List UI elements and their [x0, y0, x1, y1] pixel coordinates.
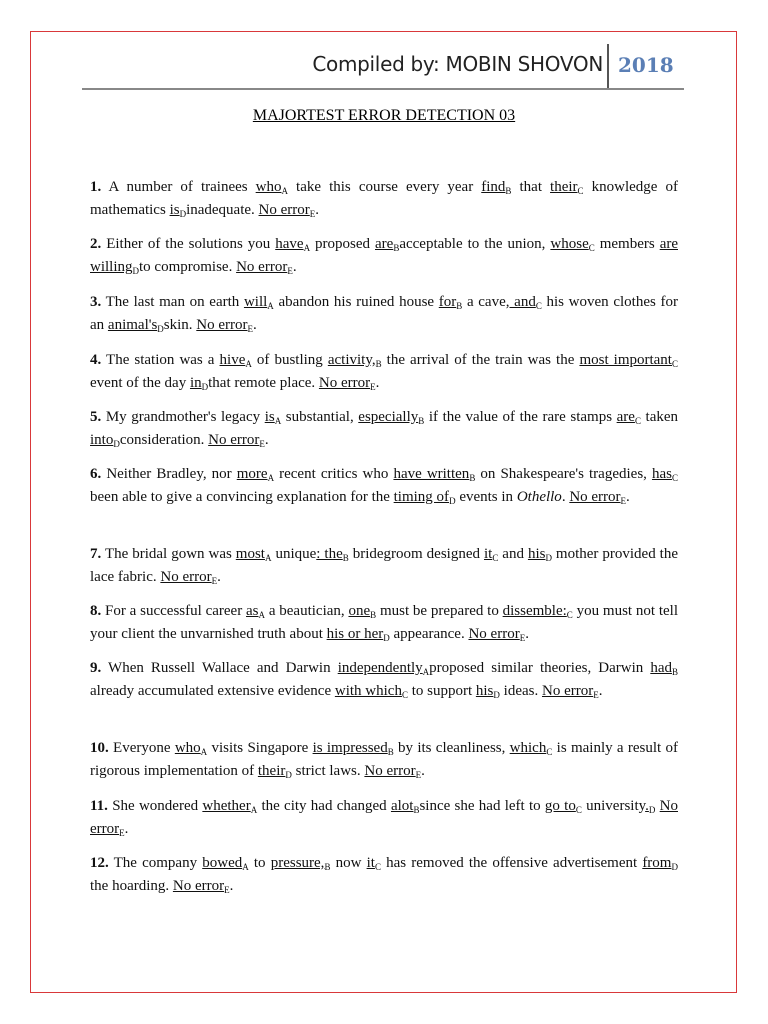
- option-letter: A: [267, 473, 275, 483]
- option-letter: A: [242, 862, 249, 872]
- option-letter: D: [157, 323, 164, 334]
- option-letter: A: [245, 359, 252, 369]
- header-divider: [607, 44, 609, 90]
- option-letter: E: [287, 265, 293, 276]
- option-text: independently$_A$: [337, 660, 430, 677]
- option-text: $activity,_B$: [327, 352, 382, 369]
- question-item: 8. For a successful career $as_A$ a beautician, one$_B$ must be prepared to $dissemble:_C$ you must not tell your client the unvarnished truth about his or her$_D$ appearance. No error$_E$.: [90, 603, 679, 643]
- option-text: into$_D$: [90, 431, 120, 449]
- option-letter: C: [401, 689, 408, 700]
- option-text: No error$_E$: [468, 625, 526, 643]
- option-text: who$_A$: [255, 179, 288, 196]
- option-text: his$_D$: [527, 546, 552, 563]
- option-text: most important$_C$: [579, 352, 678, 369]
- option-letter: C: [588, 243, 595, 253]
- option-letter: A: [267, 301, 274, 311]
- option-letter: E: [620, 495, 627, 506]
- option-text: most$_A$: [235, 546, 272, 563]
- option-text: more$_A$: [236, 466, 275, 483]
- option-text: are willing$_D$: [90, 236, 678, 276]
- question-item: 4. The station was a hive$_A$ of bustling $activity,_B$ the arrival of the train was the most important$_C$ event of the day $in_Dthat$ remote place. No error$_E$.: [90, 352, 678, 392]
- option-text: $it_C$: [483, 546, 499, 563]
- question-item: 11. She wondered whether$_A$ the city had changed alot$_B$since she had left to go $to_C$ $university._D$ No error$_E$.: [90, 798, 678, 838]
- option-text: with which$_C$: [334, 682, 408, 700]
- header-rule: [82, 88, 684, 90]
- option-letter: B: [393, 243, 400, 253]
- option-text: hive$_A$: [219, 352, 252, 369]
- option-text: whether$_A$: [202, 798, 258, 815]
- option-text: who$_A$: [174, 740, 208, 757]
- option-letter: C: [634, 416, 641, 426]
- option-letter: C: [546, 747, 553, 757]
- header-year: 2018: [618, 53, 674, 77]
- question-item: 7. The bridal gown was most$_A$ unique: the$_B$ bridegroom designed $it_C$ and his$_D$ mother provided the lace fabric. No error$_E$.: [90, 546, 678, 586]
- option-text: No error$_E$: [541, 682, 599, 700]
- compiled-by-header: Compiled by: MOBIN SHOVON: [312, 52, 603, 76]
- option-letter: D: [545, 553, 552, 563]
- option-text: had$_B$: [650, 660, 679, 677]
- option-letter: A: [281, 186, 288, 196]
- italic-title: Othello: [516, 488, 562, 505]
- option-letter: C: [566, 610, 573, 620]
- option-letter: C: [535, 301, 542, 311]
- question-number: 5.: [90, 409, 102, 425]
- option-letter: E: [593, 689, 599, 700]
- question-number: 12.: [90, 855, 109, 871]
- question-item: 3. The last man on earth will$_A$ abandon his ruined house for$_B$ a cave, and$_C$ his woven clothes for an $animal's_Dskin$. No error$_E$.: [90, 294, 678, 334]
- option-text: find$_B$: [481, 179, 512, 196]
- option-text: their$_D$: [257, 762, 292, 780]
- question-number: 2.: [90, 236, 102, 252]
- option-letter: A: [200, 747, 208, 757]
- option-letter: A: [422, 667, 430, 677]
- option-letter: C: [374, 862, 381, 872]
- option-text: $is_D$: [169, 201, 187, 219]
- option-letter: E: [211, 575, 218, 586]
- option-text: No error$_E$: [258, 201, 316, 219]
- option-letter: A: [274, 416, 282, 426]
- option-letter: A: [250, 805, 258, 815]
- option-text: $._D$: [645, 798, 656, 815]
- option-letter: D: [285, 769, 292, 780]
- option-letter: E: [119, 827, 125, 838]
- question-number: 3.: [90, 294, 102, 310]
- option-letter: B: [370, 610, 377, 620]
- option-letter: C: [671, 359, 678, 369]
- option-text: have$_A$: [275, 236, 311, 253]
- option-text: has$_C$: [651, 466, 678, 483]
- option-letter: B: [672, 667, 679, 677]
- option-text: $it_C$: [366, 855, 381, 872]
- option-text: especially$_B$: [358, 409, 425, 426]
- question-item: 12. The company bowed$_A$ to $pressure,_B$ now $it_C$ has removed the offensive advertisement from$_D$ the hoarding. No error$_E$.: [90, 855, 678, 895]
- option-letter: B: [456, 301, 463, 311]
- option-letter: D: [201, 381, 209, 392]
- option-letter: D: [671, 862, 678, 872]
- option-text: $animal's_D$: [107, 316, 164, 334]
- option-text: $dissemble:_C$: [502, 603, 573, 620]
- question-number: 11.: [90, 798, 108, 814]
- option-letter: B: [324, 862, 331, 872]
- option-letter: E: [224, 884, 230, 895]
- question-item: 10. Everyone who$_A$ visits Singapore is impressed$_B$ by its cleanliness, which$_C$ is mainly a result of rigorous implementation of their$_D$ strict laws. No error$_E$.: [90, 740, 679, 780]
- option-text: alot$_B$: [390, 798, 420, 815]
- option-text: $is_A$: [264, 409, 282, 426]
- option-text: No error$_E$: [160, 568, 218, 586]
- option-text: bowed$_A$: [202, 855, 249, 872]
- question-item: 5. My grandmother's legacy $is_A$ substantial, especially$_B$ if the value of the rare stamps are$_C$ taken into$_D$consideration. No error$_E$.: [90, 409, 679, 449]
- option-letter: B: [469, 473, 476, 483]
- question-number: 7.: [90, 546, 102, 562]
- option-text: are$_C$: [616, 409, 641, 426]
- option-text: their$_C$: [550, 179, 584, 196]
- option-letter: D: [113, 438, 120, 449]
- option-letter: D: [383, 632, 390, 643]
- question-item: 1. A number of trainees who$_A$ take this course every year find$_B$ that their$_C$ knowledge of mathematics $is_Dinadequate$. No error$_E$.: [90, 179, 678, 219]
- option-text: $as_A$: [246, 603, 266, 620]
- question-item: 6. Neither Bradley, nor more$_A$ recent critics who have written$_B$ on Shakespeare's tragedies, has$_C$ been able to give a convincing explanation for the timing $of_D$ events in Othello. No error$_E$.: [90, 466, 678, 506]
- option-letter: B: [387, 747, 394, 757]
- option-text: $in_D$: [189, 374, 209, 392]
- option-text: have written$_B$: [393, 466, 476, 483]
- option-letter: B: [375, 359, 382, 369]
- option-letter: D: [493, 689, 500, 700]
- option-text: which$_C$: [509, 740, 553, 757]
- question-number: 10.: [90, 740, 109, 756]
- option-letter: D: [132, 265, 140, 276]
- option-letter: E: [370, 381, 376, 392]
- question-number: 6.: [90, 466, 102, 482]
- option-letter: A: [264, 553, 272, 563]
- page-title: MAJORTEST ERROR DETECTION 03: [252, 107, 516, 124]
- option-text: from$_D$: [642, 855, 678, 872]
- option-text: No error$_E$: [236, 258, 293, 276]
- question-item: 2. Either of the solutions you have$_A$ proposed are$_B$acceptable to the union, whose$_C$ members are willing$_D$to compromise. No error$_E$.: [90, 236, 678, 276]
- option-letter: B: [418, 416, 425, 426]
- option-text: one$_B$: [348, 603, 377, 620]
- option-text: will$_A$: [243, 294, 274, 311]
- option-text: No error$_E$: [196, 316, 254, 334]
- option-letter: E: [519, 632, 526, 643]
- option-text: his$_D$: [475, 682, 500, 700]
- option-letter: D: [179, 208, 187, 219]
- option-letter: E: [247, 323, 254, 334]
- option-letter: C: [575, 805, 582, 815]
- option-text: No error$_E$: [569, 488, 627, 506]
- question-number: 4.: [90, 352, 102, 368]
- option-text: No error$_E$: [318, 374, 376, 392]
- option-letter: A: [258, 610, 266, 620]
- question-number: 9.: [90, 660, 102, 676]
- question-number: 8.: [90, 603, 102, 619]
- option-text: his or her$_D$: [326, 625, 390, 643]
- option-letter: D: [449, 495, 456, 506]
- option-text: timing $of_D$: [393, 488, 456, 506]
- option-text: is impressed$_B$: [312, 740, 394, 757]
- option-text: , and$_C$: [505, 294, 542, 311]
- option-letter: C: [577, 186, 584, 196]
- question-number: 1.: [90, 179, 102, 195]
- option-letter: E: [415, 769, 422, 780]
- option-letter: E: [259, 438, 265, 449]
- option-text: No error$_E$: [90, 798, 678, 838]
- option-text: are$_B$: [375, 236, 400, 253]
- option-letter: B: [342, 553, 349, 563]
- option-text: go $to_C$: [544, 798, 582, 815]
- option-text: whose$_C$: [550, 236, 595, 253]
- option-letter: D: [648, 805, 656, 815]
- option-letter: B: [413, 805, 420, 815]
- option-letter: C: [492, 553, 499, 563]
- option-text: No error$_E$: [172, 877, 230, 895]
- option-text: No error$_E$: [364, 762, 422, 780]
- question-item: 9. When Russell Wallace and Darwin independently$_A$proposed similar theories, Darwin had$_B$ already accumulated extensive evidence with which$_C$ to support his$_D$ ideas. No error$_E$.: [90, 660, 679, 700]
- option-text: No error$_E$: [208, 431, 265, 449]
- option-letter: E: [309, 208, 316, 219]
- option-text: $pressure,_B$: [270, 855, 331, 872]
- option-letter: A: [303, 243, 311, 253]
- option-text: : the$_B$: [316, 546, 349, 563]
- option-letter: B: [505, 186, 512, 196]
- option-letter: C: [671, 473, 678, 483]
- option-text: for$_B$: [438, 294, 463, 311]
